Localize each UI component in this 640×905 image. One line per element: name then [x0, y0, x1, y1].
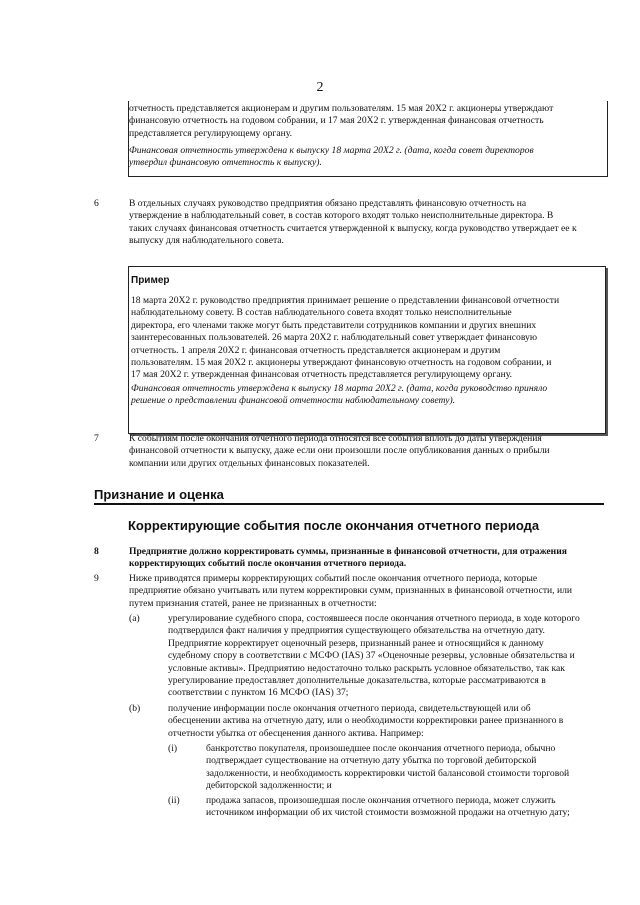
text-line: условные активы». Предприятию недостаточно только раскрыть условное обязательство, так как: [168, 662, 565, 674]
text-line: источником информации об их чистой стоимости возможной продажи на отчетную дату;: [206, 807, 570, 819]
text-line: таких случаях финансовая отчетность считается утвержденной к выпуску, когда руководство утверждает ее к: [129, 222, 577, 234]
list-item-label: (a): [129, 613, 140, 624]
text-line: представляется регулирующему органу.: [129, 127, 292, 139]
list-item-b: [168, 703, 601, 740]
text-line: Финансовая отчетность утверждена к выпуску 18 марта 20X2 г. (дата, когда руководство приняло: [131, 383, 548, 394]
paragraph-6: [129, 198, 601, 248]
paragraph-number: 8: [94, 546, 99, 557]
sublist-item-ii: [206, 795, 601, 820]
text-line: пользователям. 15 мая 20X2 г. акционеры утверждают финансовую отчетность на годовом собрании, и: [131, 357, 552, 369]
text-line: компании или других отдельных финансовых показателей.: [129, 457, 370, 469]
text-line: Предприятие корректирует оценочный резерв, признанный ранее и относящийся к данному: [168, 637, 544, 649]
text-line: 18 марта 20X2 г. руководство предприятия принимает решение о представлении финансовой отчетности: [131, 295, 560, 306]
text-line: продажа запасов, произошедшая после окончания отчетного периода, может служить: [206, 795, 556, 806]
paragraph-9: [129, 573, 601, 610]
text-line: судебному спору в соответствии с МСФО (IAS) 37 «Оценочные резервы, условные обязательства и: [168, 650, 575, 662]
text-line: дебиторской задолженности; и: [206, 780, 332, 792]
text-line: соответствии с пунктом 16 МСФО (IAS) 37;: [168, 687, 349, 699]
paragraph-number: 7: [94, 433, 99, 444]
section-divider: [94, 503, 604, 505]
text-line: финансовой отчетности к выпуску, даже если они произошли после опубликования данных о прибыли: [129, 445, 550, 457]
paragraph-8: [129, 546, 601, 571]
continued-example-note: [129, 145, 601, 170]
text-line: наблюдательному совету. В состав наблюдательного совета входят только неисполнительные: [131, 307, 512, 319]
text-line: отчетность представляется акционерам и другим пользователям. 15 мая 20X2 г. акционеры утверждают: [129, 103, 554, 114]
list-item-a: [168, 613, 601, 700]
text-line: задолженности, и необходимость корректировки чистой балансовой стоимости торговой: [206, 767, 570, 779]
text-line: банкротство покупателя, произошедшее после окончания отчетного периода, обычно: [206, 743, 556, 754]
sublist-item-label: (ii): [168, 795, 180, 806]
continued-example-box: [128, 101, 608, 177]
text-line: заинтересованных пользователей. 26 марта 20X2 г. наблюдательный совет утверждает финансовую: [131, 332, 538, 344]
paragraph-7: [129, 433, 601, 470]
text-line: корректирующих событий после окончания отчетного периода.: [129, 558, 407, 570]
text-line: отчетность. 1 апреля 20X2 г. финансовая отчетность представляется акционерам и другим: [131, 344, 501, 356]
page-number: 2: [316, 80, 324, 95]
text-line: предприятие обязано учитывать или путем корректировки сумм, признанных в финансовой отчетности, или: [129, 585, 573, 597]
example-text: [131, 295, 603, 382]
text-line: директора, его членами также могут быть представители сотрудников компании и других внешних: [131, 319, 537, 331]
text-line: Финансовая отчетность утверждена к выпуску 18 марта 20X2 г. (дата, когда совет директоров: [129, 145, 534, 156]
text-line: выпуску для наблюдательного совета.: [129, 235, 284, 247]
paragraph-number: 9: [94, 573, 99, 584]
text-line: Предприятие должно корректировать суммы, признанные в финансовой отчетности, для отражения: [129, 546, 567, 557]
text-line: утвердил финансовую отчетность к выпуску).: [129, 157, 322, 169]
example-box: [128, 266, 606, 434]
text-line: финансовую отчетность на годовом собрании, и 17 мая 20X2 г. утвержденная финансовая отчетность: [129, 115, 544, 127]
sublist-item-i: [206, 743, 601, 793]
text-line: урегулирование судебного спора, состоявшееся после окончания отчетного периода, в ходе которого: [168, 613, 580, 624]
example-note: [131, 383, 603, 408]
text-line: урегулирование предоставляет дополнительные доказательства, которые рассматриваются в: [168, 675, 546, 687]
section-title: Признание и оценка: [94, 487, 224, 502]
text-line: В отдельных случаях руководство предприятия обязано представлять финансовую отчетность на: [129, 198, 527, 209]
text-line: К событиям после окончания отчетного периода относятся все события вплоть до даты утверждения: [129, 433, 542, 444]
example-title: Пример: [131, 275, 170, 286]
paragraph-number: 6: [94, 198, 99, 209]
text-line: обесценении актива на отчетную дату, или о необходимости корректировки ранее признанного в: [168, 715, 564, 727]
subsection-title: Корректирующие события после окончания отчетного периода: [128, 518, 540, 533]
text-line: путем признания статей, ранее не признанных в отчетности:: [129, 597, 377, 609]
text-line: отчетности убытка от обесценения данного актива. Например:: [168, 727, 424, 739]
sublist-item-label: (i): [168, 743, 178, 754]
text-line: 17 мая 20X2 г. утвержденная финансовая отчетность представляется регулирующему органу.: [131, 369, 512, 381]
text-line: подтверждает существование на отчетную дату убытка по торговой дебиторской: [206, 755, 537, 767]
continued-example-text: [129, 103, 601, 140]
text-line: утверждение в наблюдательный совет, в состав которого входят только неисполнительные директора. В: [129, 210, 554, 222]
text-line: подтвердился факт наличия у предприятия существующего обязательства на отчетную дату.: [168, 625, 545, 637]
list-item-label: (b): [129, 703, 141, 714]
text-line: получение информации после окончания отчетного периода, свидетельствующей или об: [168, 703, 531, 714]
text-line: решение о представлении финансовой отчетности наблюдательному совету).: [131, 395, 456, 407]
text-line: Ниже приводятся примеры корректирующих событий после окончания отчетного периода, которые: [129, 573, 538, 584]
